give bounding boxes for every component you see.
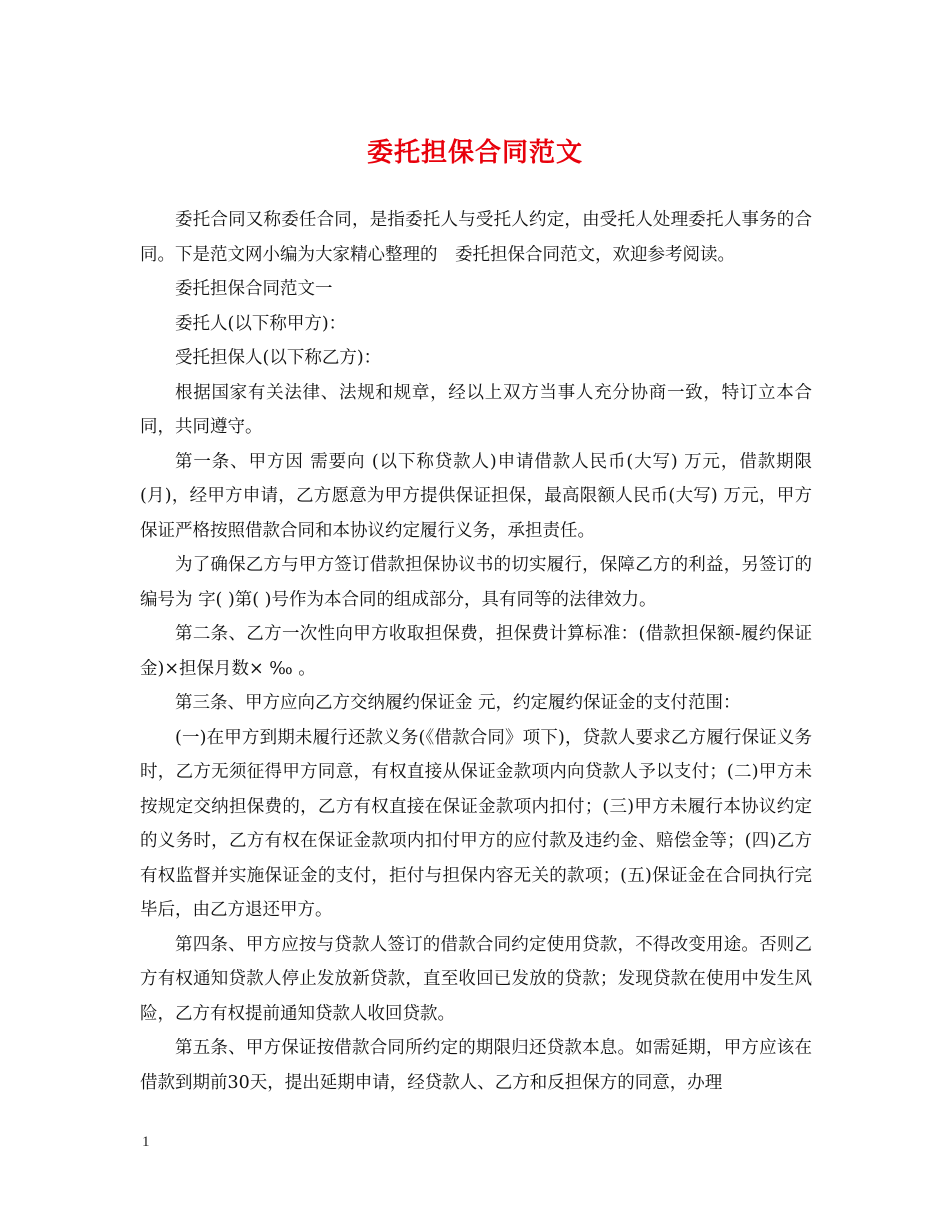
article-2-paragraph: 第二条、乙方一次性向甲方收取担保费，担保费计算标准：(借款担保额-履约保证金)×担保月数× ‰ 。 [140,624,812,679]
intro-paragraph: 委托合同又称委任合同，是指委托人与受托人约定，由受托人处理委托人事务的合同。下是范文网小编为大家精心整理的 委托担保合同范文，欢迎参考阅读。 [140,210,812,265]
page-number: 1 [142,1134,150,1150]
article-3-paragraph: 第三条、甲方应向乙方交纳履约保证金 元，约定履约保证金的支付范围： [175,693,741,713]
deposit-scope-paragraph: (一)在甲方到期未履行还款义务(《借款合同》项下)，贷款人要求乙方履行保证义务时，乙方无须征得甲方同意，有权直接从保证金款项内向贷款人予以支付；(二)甲方未按规定交纳担保费的，乙方有权直接在保证金款项内扣付；(三)甲方未履行本协议约定的义务时，乙方有权在保证金款项内扣付甲方的应付款及违约金、赔偿金等；(四)乙方有权监督并实施保证金的支付，拒付与担保内容无关的款项；(五)保证金在合同执行完毕后，由乙方退还甲方。 [140,727,812,920]
preamble-paragraph: 根据国家有关法律、法规和规章，经以上双方当事人充分协商一致，特订立本合同，共同遵守。 [140,382,812,437]
document-body [140,203,812,1100]
document-title: 委托担保合同范文 [366,138,583,168]
article-5-paragraph: 第五条、甲方保证按借款合同所约定的期限归还贷款本息。如需延期，甲方应该在借款到期前30天，提出延期申请，经贷款人、乙方和反担保方的同意，办理 [140,1038,812,1093]
section-heading: 委托担保合同范文一 [175,279,333,299]
article-4-paragraph: 第四条、甲方应按与贷款人签订的借款合同约定使用贷款，不得改变用途。否则乙方有权通知贷款人停止发放新贷款，直至收回已发放的贷款；发现贷款在使用中发生风险，乙方有权提前通知贷款人收回贷款。 [140,934,812,1024]
party-a-line: 委托人(以下称甲方)： [175,313,347,334]
party-b-line: 受托担保人(以下称乙方)： [175,348,382,368]
article-1-paragraph: 第一条、甲方因 需要向 (以下称贷款人)申请借款人民币(大写) 万元，借款期限 (月)，经甲方申请，乙方愿意为甲方提供保证担保，最高限额人民币(大写) 万元，甲方保证严格按照借款合同和本协议约定履行义务，承担责任。 [140,451,812,541]
agreement-number-paragraph: 为了确保乙方与甲方签订借款担保协议书的切实履行，保障乙方的利益，另签订的编号为 字( )第( )号作为本合同的组成部分，具有同等的法律效力。 [140,555,812,610]
